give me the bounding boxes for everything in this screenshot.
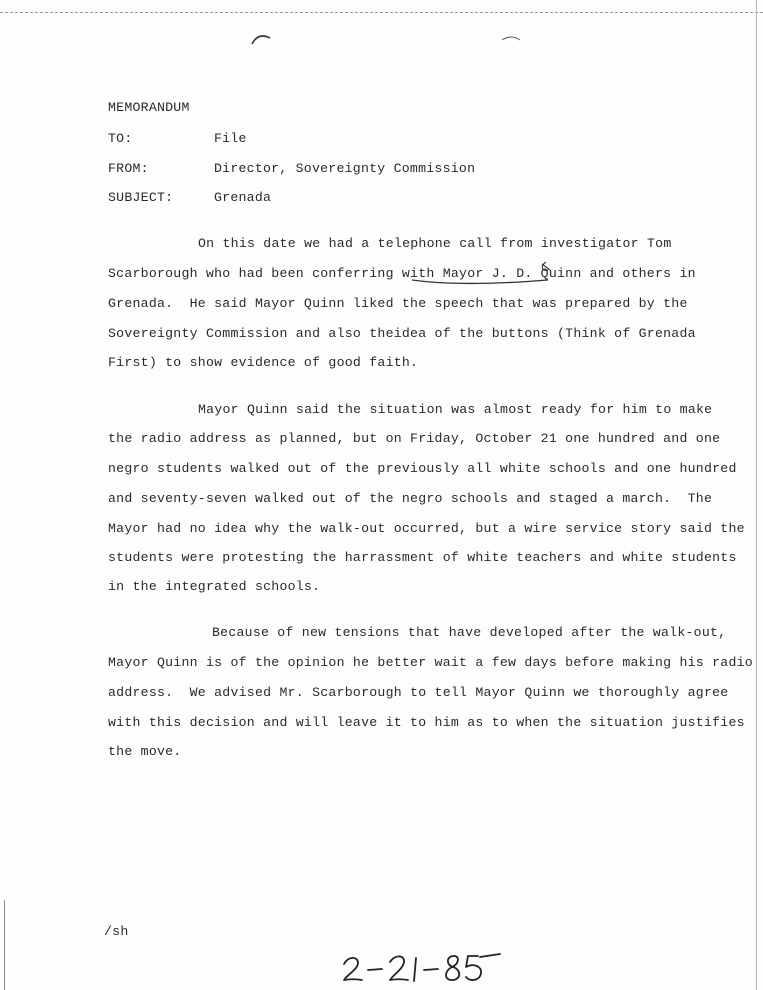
handwritten-date bbox=[340, 950, 510, 986]
paragraph-line: Grenada. He said Mayor Quinn liked the speech that was prepared by the bbox=[108, 296, 688, 311]
handwritten-underline bbox=[408, 258, 558, 288]
paragraph-line: Because of new tensions that have developed after the walk-out, bbox=[212, 625, 727, 640]
to-value: File bbox=[214, 131, 247, 146]
paragraph-line: the radio address as planned, but on Friday, October 21 one hundred and one bbox=[108, 431, 721, 446]
paragraph-line: and seventy-seven walked out of the negro schools and staged a march. The bbox=[108, 491, 713, 506]
left-scan-edge bbox=[4, 900, 5, 990]
subject-label: SUBJECT: bbox=[108, 190, 174, 205]
subject-value: Grenada bbox=[214, 190, 272, 205]
pen-mark-right bbox=[500, 34, 522, 44]
paragraph-line: the move. bbox=[108, 744, 182, 759]
paragraph-line: with this decision and will leave it to him as to when the situation justifies bbox=[108, 715, 745, 730]
to-label: TO: bbox=[108, 131, 133, 146]
paragraph-line: First) to show evidence of good faith. bbox=[108, 355, 419, 370]
right-scan-edge bbox=[756, 0, 757, 990]
paragraph-line: Scarborough who had been conferring with Mayor J. D. Quinn and others in bbox=[108, 266, 696, 281]
paragraph-line: Mayor had no idea why the walk-out occurred, but a wire service story said the bbox=[108, 521, 745, 536]
paragraph-line: Mayor Quinn is of the opinion he better wait a few days before making his radio bbox=[108, 655, 753, 670]
paragraph-line: address. We advised Mr. Scarborough to tell Mayor Quinn we thoroughly agree bbox=[108, 685, 729, 700]
paragraph-line: in the integrated schools. bbox=[108, 579, 321, 594]
top-scan-edge bbox=[0, 0, 763, 13]
typist-initials: /sh bbox=[104, 924, 129, 939]
paragraph-line: students were protesting the harrassment of white teachers and white students bbox=[108, 550, 737, 565]
from-value: Director, Sovereignty Commission bbox=[214, 161, 476, 176]
memo-heading: MEMORANDUM bbox=[108, 100, 190, 115]
paragraph-line: negro students walked out of the previously all white schools and one hundred bbox=[108, 461, 737, 476]
from-label: FROM: bbox=[108, 161, 149, 176]
paragraph-line: Mayor Quinn said the situation was almost ready for him to make bbox=[198, 402, 713, 417]
paragraph-line: Sovereignty Commission and also theidea of the buttons (Think of Grenada bbox=[108, 326, 696, 341]
paragraph-line: On this date we had a telephone call from investigator Tom bbox=[198, 236, 672, 251]
pen-mark-left bbox=[250, 32, 274, 46]
